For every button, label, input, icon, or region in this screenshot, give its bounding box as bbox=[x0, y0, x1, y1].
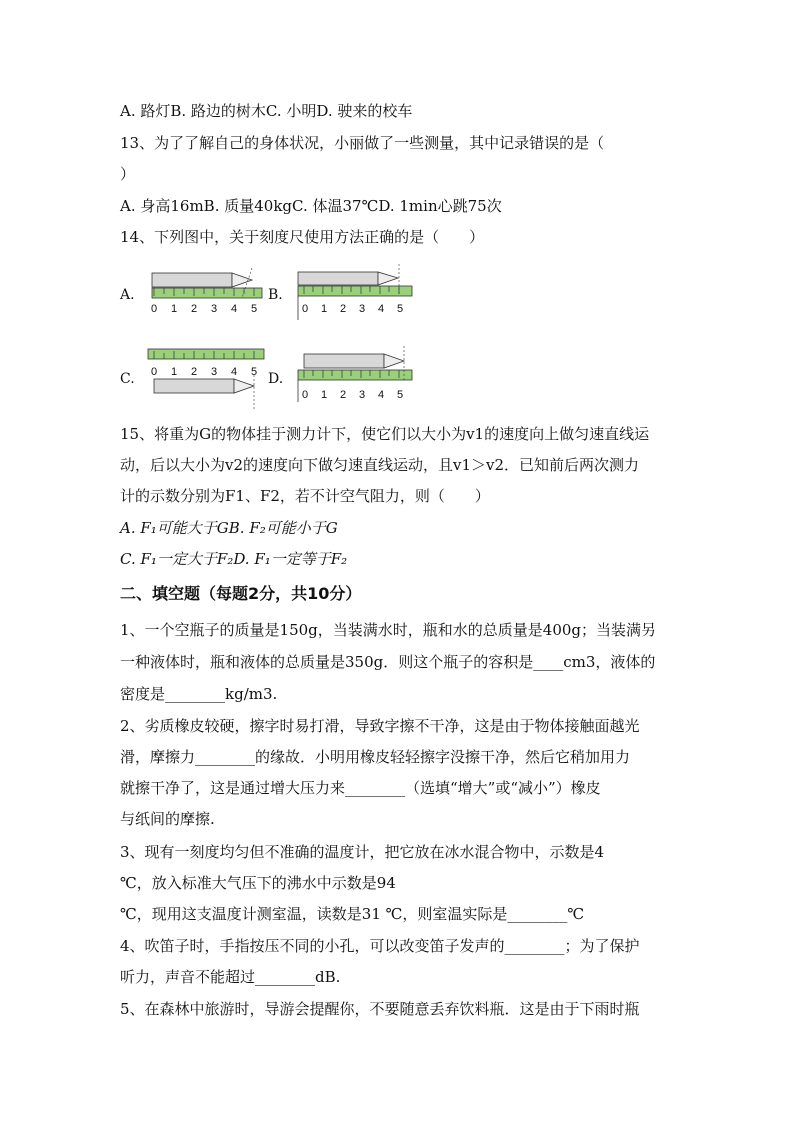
q14-stem: 14、下列图中，关于刻度尺使用方法正确的是（ ） bbox=[120, 228, 485, 246]
tick-label: 1 bbox=[171, 366, 178, 378]
tick-label: 2 bbox=[191, 303, 198, 315]
q13-stem-end: ） bbox=[120, 165, 136, 183]
f2-line-1: 2、劣质橡皮较硬，擦字时易打滑，导致字擦不干净，这是由于物体接触面越光 bbox=[120, 717, 640, 735]
tick-label: 1 bbox=[321, 303, 328, 315]
f2-line-4: 与纸间的摩擦. bbox=[120, 810, 215, 828]
tick-label: 1 bbox=[321, 389, 328, 401]
tick-label: 2 bbox=[340, 303, 347, 315]
tick-label: 5 bbox=[251, 303, 258, 315]
f2-line-3: 就擦干净了，这是通过增大压力来________（选填“增大”或“减小”）橡皮 bbox=[120, 779, 601, 797]
q14-label-b: B. bbox=[268, 287, 283, 303]
f3-line-3: ℃，现用这支温度计测室温，读数是31 ℃，则室温实际是________℃ bbox=[120, 905, 585, 923]
ruler-figure-c bbox=[146, 345, 268, 411]
q14-label-a: A. bbox=[120, 287, 135, 303]
tick-label: 0 bbox=[151, 303, 158, 315]
f1-line-3: 密度是________kg/m3. bbox=[120, 685, 278, 703]
f3-line-1: 3、现有一刻度均匀但不准确的温度计，把它放在冰水混合物中，示数是4 bbox=[120, 843, 605, 861]
tick-label: 4 bbox=[231, 303, 238, 315]
section-title: 二、填空题（每题2分，共10分） bbox=[120, 584, 362, 603]
tick-label: 4 bbox=[378, 303, 385, 315]
tick-label: 4 bbox=[378, 389, 385, 401]
tick-label: 3 bbox=[359, 389, 366, 401]
tick-label: 0 bbox=[302, 389, 309, 401]
tick-label: 3 bbox=[211, 303, 218, 315]
f3-line-2: ℃，放入标准大气压下的沸水中示数是94 bbox=[120, 874, 396, 892]
f4-line-1: 4、吹笛子时，手指按压不同的小孔，可以改变笛子发声的________；为了保护 bbox=[120, 937, 640, 955]
tick-label: 2 bbox=[191, 366, 198, 378]
f2-line-2: 滑，摩擦力________的缘故．小明用橡皮轻轻擦字没擦干净，然后它稍加用力 bbox=[120, 748, 631, 766]
q13-options: A. 身高16mB. 质量40kgC. 体温37℃D. 1min心跳75次 bbox=[120, 197, 502, 215]
q15-stem-3: 计的示数分别为F1、F2，若不计空气阻力，则（ ） bbox=[120, 487, 490, 505]
q15-stem-1: 15、将重为G的物体挂于测力计下，使它们以大小为v1的速度向上做匀速直线运 bbox=[120, 425, 650, 443]
tick-label: 1 bbox=[171, 303, 178, 315]
tick-label: 2 bbox=[340, 389, 347, 401]
tick-label: 3 bbox=[359, 303, 366, 315]
f1-line-1: 1、一个空瓶子的质量是150g，当装满水时，瓶和水的总质量是400g；当装满另 bbox=[120, 621, 657, 639]
ruler-figure-d bbox=[296, 344, 416, 406]
tick-label: 3 bbox=[211, 366, 218, 378]
q15-options-ab: A. F₁可能大于GB. F₂可能小于G bbox=[120, 519, 338, 537]
q15-options-cd: C. F₁一定大于F₂D. F₁一定等于F₂ bbox=[120, 550, 348, 568]
q14-label-d: D. bbox=[268, 371, 284, 387]
f5-line-1: 5、在森林中旅游时，导游会提醒你，不要随意丢弃饮料瓶．这是由于下雨时瓶 bbox=[120, 1000, 640, 1018]
ruler-figure-b bbox=[296, 264, 416, 326]
tick-label: 0 bbox=[151, 366, 158, 378]
ruler-figure-a bbox=[148, 268, 266, 326]
q14-label-c: C. bbox=[120, 371, 135, 387]
f4-line-2: 听力，声音不能超过________dB. bbox=[120, 968, 341, 986]
q13-stem: 13、为了了解自己的身体状况，小丽做了一些测量，其中记录错误的是（ bbox=[120, 134, 605, 152]
tick-label: 5 bbox=[397, 303, 404, 315]
tick-label: 5 bbox=[251, 366, 258, 378]
f1-line-2: 一种液体时，瓶和液体的总质量是350g．则这个瓶子的容积是____cm3，液体的 bbox=[120, 653, 656, 671]
q15-stem-2: 动，后以大小为v2的速度向下做匀速直线运动，且v1＞v2．已知前后两次测力 bbox=[120, 456, 640, 474]
tick-label: 4 bbox=[231, 366, 238, 378]
tick-label: 0 bbox=[302, 303, 309, 315]
q12-options: A. 路灯B. 路边的树木C. 小明D. 驶来的校车 bbox=[120, 102, 413, 120]
tick-label: 5 bbox=[397, 389, 404, 401]
